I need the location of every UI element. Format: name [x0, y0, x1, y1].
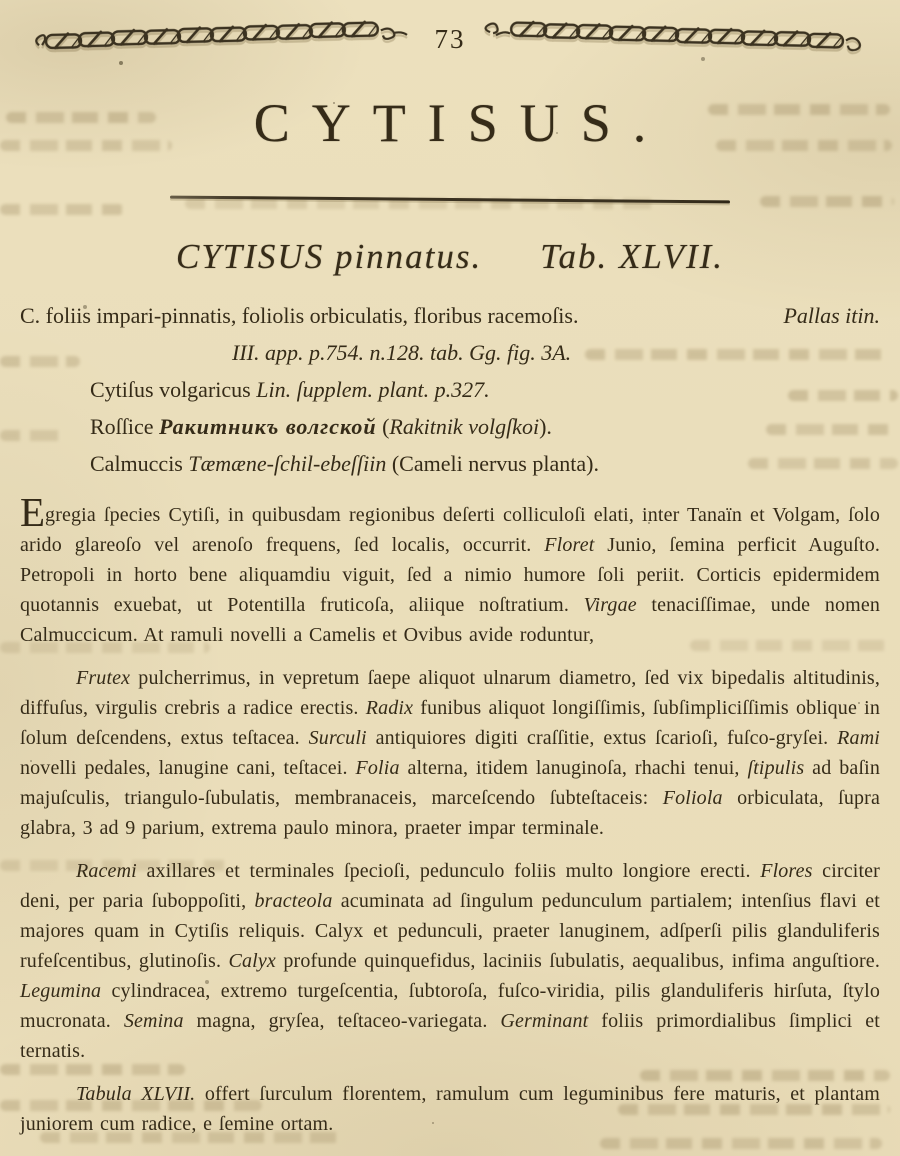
synonym-line: Cytiſus volgaricus Lin. ſupplem. plant. p.327. [90, 377, 490, 402]
diagnosis-text: C. foliis impari-pinnatis, foliolis orbiculatis, floribus racemoſis. [20, 303, 579, 328]
kalmyk-name-line: Calmuccis Tæmæne-ſchil-ebeſſiin (Cameli nervus planta). [90, 451, 599, 476]
drop-cap: E [20, 489, 46, 535]
paragraph-habitat: Egregia ſpecies Cytiſi, in quibusdam regionibus deſerti colliculoſi elati, inter Tanaïn et Volgam, ſolo arido glareoſo vel arenoſo frequens, ſed localis, occurrit. Floret Junio, ſemina perficit Auguſto. Petropoli in horto bene aliquamdiu viguit, ſed a nimio humore ſoli periit. Corticis epidermidem quotannis exuebat, ut Potentilla fruticoſa, aliique noſtratium. Virgae tenaciſſimae, unde nomen Calmuccicum. At ramuli novelli a Camelis et Ovibus avide roduntur, [20, 489, 881, 646]
paragraph-description-vegetative: Frutex pulcherrimus, in vepretum ſaepe aliquot ulnarum diametro, ſed vix bipedalis altitudinis, diffuſus, virgulis crebris a radice erectis. Radix funibus aliquot longiſſimis, ſubſimpliciſſimis oblique in ſolum deſcendens, extus teſtacea. Surculi antiquiores digiti craſſitie, extus ſcarioſi, fuſco-gryſei. Rami novelli pedales, lanugine cani, teſtacei. Folia alterna, itidem lanuginoſa, rhachi tenui, ſtipulis ad baſin majuſculis, triangulo-ſubulatis, membranaceis, marceſcendo ſubteſtaceis: Foliola orbiculata, ſupra glabra, 3 ad 9 parium, extrema paulo minora, praeter impar terminale. [20, 667, 881, 839]
genus-title: CYTISUS. [253, 93, 669, 153]
paragraph-description-flowers: Racemi axillares et terminales ſpecioſi, pedunculo foliis multo longiore erecti. Flores circiter deni, per paria ſuboppoſiti, bracteola acuminata ad ſingulum pedunculum partialem; intenſius flavi et majores quam in Cytiſis reliquis. Calyx et pedunculi, praeter lanuginem, adſperſi pilis glanduliferis rufeſcentibus, glutinoſis. Calyx profunde quinquefidus, laciniis ſubulatis, aequalibus, infima anguſtiore. Legumina cylindracea, extremo turgeſcentia, ſubtoroſa, fuſco-viridia, pilis glanduliferis hirſuta, ſtylo mucronata. Semina magna, gryſea, teſtaceo-variegata. Germinant foliis primordialibus ſimplici et ternatis. [20, 860, 880, 1062]
paragraph-plate-caption: Tabula XLVII. offert ſurculum florentem, ramulum cum leguminibus fere maturis, et plantam juniorem cum radice, e ſemine ortam. [20, 1083, 880, 1135]
plate-reference: Tab. XLVII. [540, 237, 725, 276]
synonymy-block [20, 297, 880, 482]
diagnosis-reference: III. app. p.754. n.128. tab. Gg. fig. 3A. [232, 340, 572, 365]
diagnosis-source: Pallas itin. [783, 303, 880, 328]
species-heading [20, 237, 880, 277]
species-name: CYTISUS pinnatus. [175, 237, 483, 276]
chain-ornament-left [32, 17, 419, 60]
page-header [20, 18, 880, 58]
diagnosis-line [20, 297, 880, 334]
body-text [20, 489, 881, 1139]
page-number: 73 [434, 23, 466, 54]
chain-ornament-right [481, 17, 868, 59]
russian-name-line: Roſſice Ракитникъ волгской (Rakitnik volgſkoi). [90, 414, 552, 439]
title-rule [170, 196, 730, 204]
